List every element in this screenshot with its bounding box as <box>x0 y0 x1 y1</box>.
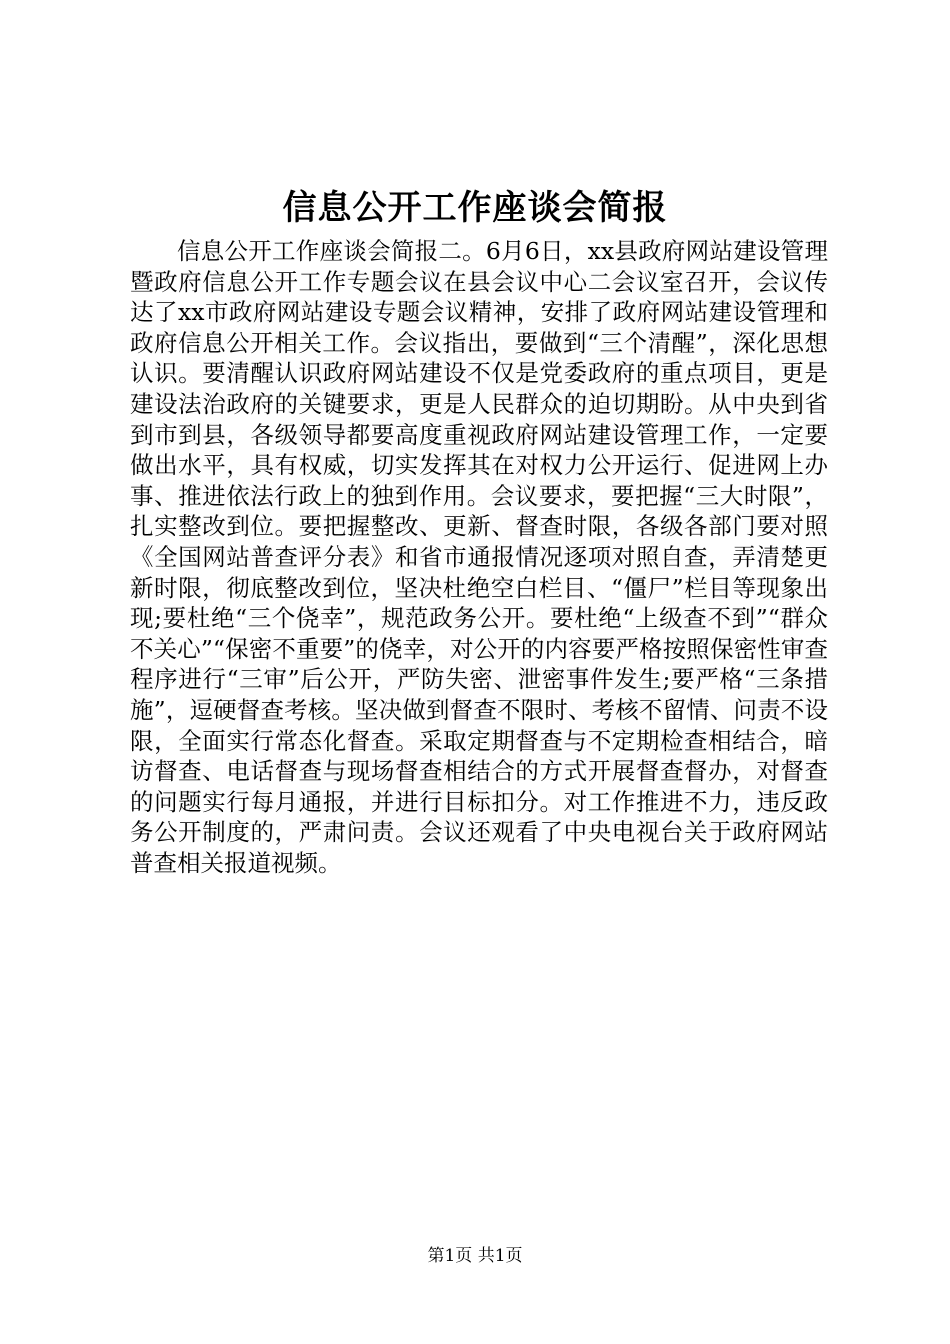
body-paragraph: 信息公开工作座谈会简报二。6月6日，xx县政府网站建设管理暨政府信息公开工作专题会议在县会议中心二会议室召开，会议传达了xx市政府网站建设专题会议精神，安排了政府网站建设管理和政府信息公开相关工作。会议指出，要做到“三个清醒”，深化思想认识。要清醒认识政府网站建设不仅是党委政府的重点项目，更是建设法治政府的关键要求，更是人民群众的迫切期盼。从中央到省到市到县，各级领导都要高度重视政府网站建设管理工作，一定要做出水平，具有权威，切实发挥其在对权力公开运行、促进网上办事、推进依法行政上的独到作用。会议要求，要把握“三大时限”，扎实整改到位。要把握整改、更新、督查时限，各级各部门要对照《全国网站普查评分表》和省市通报情况逐项对照自查，弄清楚更新时限，彻底整改到位，坚决杜绝空白栏目、“僵尸”栏目等现象出现;要杜绝“三个侥幸”，规范政务公开。要杜绝“上级查不到”“群众不关心”“保密不重要”的侥幸，对公开的内容要严格按照保密性审查程序进行“三审”后公开，严防失密、泄密事件发生;要严格“三条措施”，逗硬督查考核。坚决做到督查不限时、考核不留情、问责不设限，全面实行常态化督查。采取定期督查与不定期检查相结合，暗访督查、电话督查与现场督查相结合的方式开展督查督办，对督查的问题实行每月通报，并进行目标扣分。对工作推进不力，违反政务公开制度的，严肃问责。会议还观看了中央电视台关于政府网站普查相关报道视频。 <box>130 237 828 877</box>
page-number-footer: 第1页 共1页 <box>427 1246 523 1266</box>
page-title: 信息公开工作座谈会简报 <box>282 188 668 228</box>
